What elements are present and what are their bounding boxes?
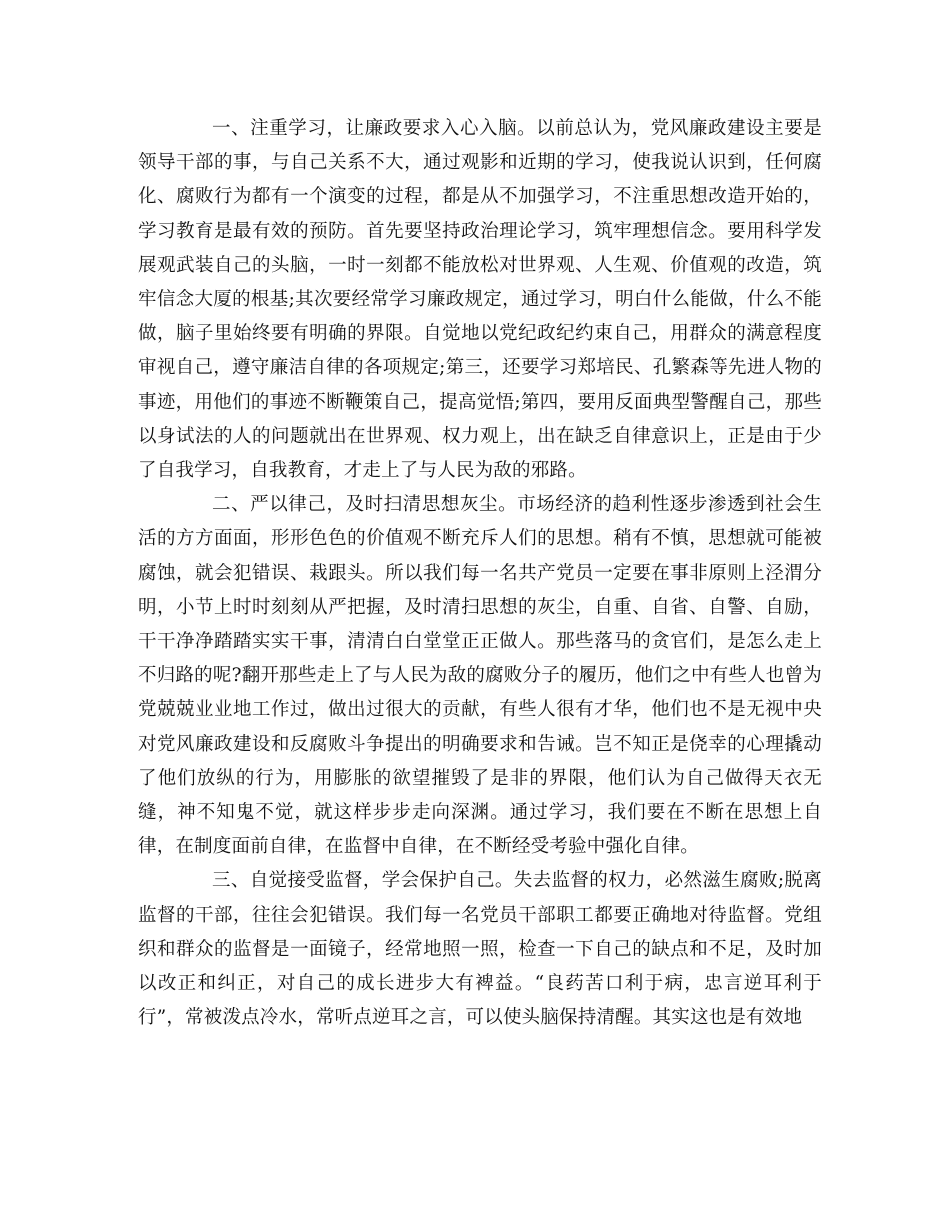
document-body: [138, 112, 822, 1035]
paragraph-1: 一、注重学习，让廉政要求入心入脑。以前总认为，党风廉政建设主要是领导干部的事，与自己关系不大，通过观影和近期的学习，使我说认识到，任何腐化、腐败行为都有一个演变的过程，都是从不加强学习，不注重思想改造开始的，学习教育是最有效的预防。首先要坚持政治理论学习，筑牢理想信念。要用科学发展观武装自己的头脑，一时一刻都不能放松对世界观、人生观、价值观的改造，筑牢信念大厦的根基;其次要经常学习廉政规定，通过学习，明白什么能做，什么不能做，脑子里始终要有明确的界限。自觉地以党纪政纪约束自己，用群众的满意程度审视自己，遵守廉洁自律的各项规定;第三，还要学习郑培民、孔繁森等先进人物的事迹，用他们的事迹不断鞭策自己，提高觉悟;第四，要用反面典型警醒自己，那些以身试法的人的问题就出在世界观、权力观上，出在缺乏自律意识上，正是由于少了自我学习，自我教育，才走上了与人民为敌的邪路。: [138, 118, 822, 482]
paragraph-3: 三、自觉接受监督，学会保护自己。失去监督的权力，必然滋生腐败;脱离监督的干部，往往会犯错误。我们每一名党员干部职工都要正确地对待监督。党组织和群众的监督是一面镜子，经常地照一照，检查一下自己的缺点和不足，及时加以改正和纠正，对自己的成长进步大有裨益。“良药苦口利于病，忠言逆耳利于行”，常被泼点冷水，常听点逆耳之言，可以使头脑保持清醒。其实这也是有效地: [138, 870, 822, 1029]
paragraph-2: 二、严以律己，及时扫清思想灰尘。市场经济的趋利性逐步渗透到社会生活的方方面面，形形色色的价值观不断充斥人们的思想。稍有不慎，思想就可能被腐蚀，就会犯错误、栽跟头。所以我们每一名共产党员一定要在事非原则上泾渭分明，小节上时时刻刻从严把握，及时清扫思想的灰尘，自重、自省、自警、自励，干干净净踏踏实实干事，清清白白堂堂正正做人。那些落马的贪官们，是怎么走上不归路的呢?翻开那些走上了与人民为敌的腐败分子的履历，他们之中有些人也曾为党兢兢业业地工作过，做出过很大的贡献，有些人很有才华，他们也不是无视中央对党风廉政建设和反腐败斗争提出的明确要求和告诫。岂不知正是侥幸的心理撬动了他们放纵的行为，用膨胀的欲望摧毁了是非的界限，他们认为自己做得天衣无缝，神不知鬼不觉，就这样步步走向深渊。通过学习，我们要在不断在思想上自律，在制度面前自律，在监督中自律，在不断经受考验中强化自律。: [138, 494, 822, 858]
